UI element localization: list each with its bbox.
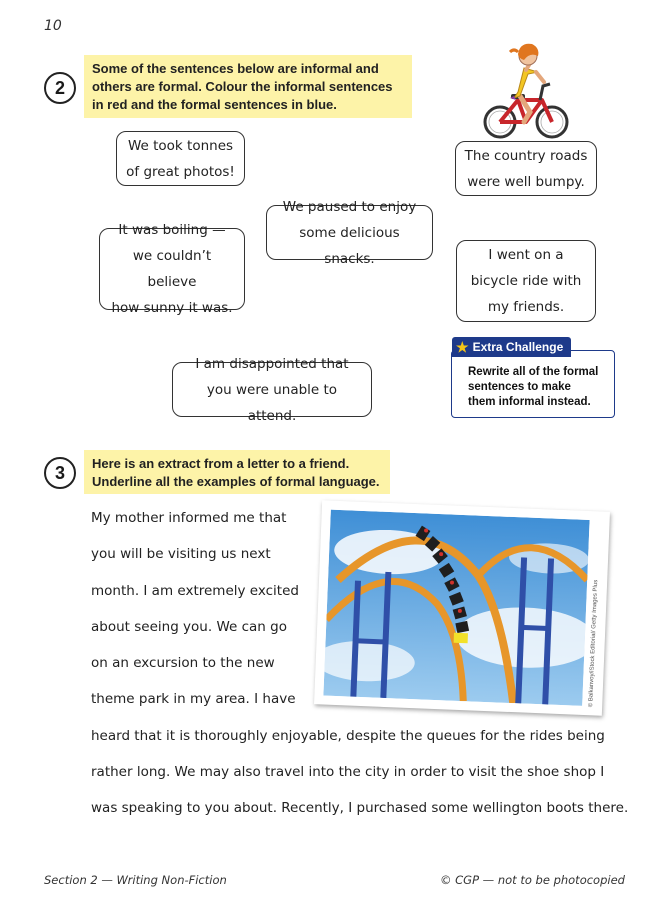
sentence-line: bicycle ride with (470, 273, 582, 289)
instruction-line: Here is an extract from a letter to a friend. (92, 456, 350, 471)
sentence-line: we couldn’t believe (132, 248, 212, 290)
extra-challenge-box (451, 350, 615, 418)
footer-copyright: © CGP — not to be photocopied (440, 873, 625, 887)
letter-line: you will be visiting us next (91, 546, 271, 562)
letter-line: about seeing you. We can go (91, 619, 287, 635)
roller-coaster-image (323, 510, 589, 706)
letter-line: was speaking to you about. Recently, I purchased some wellington boots there. (91, 800, 629, 816)
question-3-instruction (84, 450, 390, 494)
sentence-line: my friends. (487, 299, 565, 315)
sentence-line: I went on a (488, 247, 564, 263)
sentence-line: We took tonnes (127, 137, 234, 154)
challenge-line: them informal instead. (468, 396, 591, 408)
question-2-instruction (84, 55, 412, 118)
sentence-box[interactable] (455, 141, 597, 196)
sentence-line: how sunny it was. (111, 300, 233, 316)
sentence-line: It was boiling — (118, 222, 226, 238)
photo-credit: © Balkanvoy/iStock Editorial/ Getty Images Plus (588, 579, 600, 708)
sentence-box[interactable] (172, 355, 372, 424)
sentence-line: were well bumpy. (467, 173, 585, 190)
letter-line: theme park in my area. I have (91, 691, 296, 707)
question-3-number-text: 3 (54, 462, 65, 483)
instruction-line: in red and the formal sentences in blue. (92, 97, 337, 112)
sentence-line: We paused to enjoy (282, 198, 417, 215)
extra-challenge-title: Extra Challenge (472, 340, 564, 354)
letter-line: rather long. We may also travel into the city in order to visit the shoe shop I (91, 764, 605, 780)
challenge-line: sentences to make (468, 381, 571, 393)
sentence-box[interactable] (116, 131, 245, 186)
letter-line: month. I am extremely excited (91, 583, 299, 599)
sentence-box[interactable] (456, 240, 596, 322)
question-3-number (44, 457, 76, 489)
challenge-line: Rewrite all of the formal (468, 366, 599, 378)
cyclist-illustration (480, 38, 572, 140)
sentence-line: of great photos! (126, 163, 235, 180)
sentence-line: The country roads (464, 147, 588, 164)
letter-line: on an excursion to the new (91, 655, 275, 671)
sentence-box[interactable] (99, 222, 245, 316)
instruction-line: others are formal. Colour the informal sentences (92, 79, 393, 94)
instruction-line: Some of the sentences below are informal and (92, 61, 379, 76)
roller-coaster-photo (314, 500, 610, 715)
sentence-line: you were unable to attend. (206, 381, 338, 424)
page-number: 10 (44, 18, 62, 34)
question-2-number (44, 72, 76, 104)
question-2-number-text: 2 (54, 77, 65, 98)
sentence-line: some delicious snacks. (299, 224, 400, 267)
letter-line: heard that it is thoroughly enjoyable, despite the queues for the rides being (91, 728, 605, 744)
letter-line: My mother informed me that (91, 510, 287, 526)
sentence-line: I am disappointed that (195, 355, 349, 372)
instruction-line: Underline all the examples of formal language. (92, 474, 380, 489)
sentence-box[interactable] (266, 198, 433, 267)
footer-section: Section 2 — Writing Non-Fiction (44, 873, 227, 887)
extra-challenge-tab (452, 337, 571, 357)
star-icon: ★ (456, 339, 469, 355)
